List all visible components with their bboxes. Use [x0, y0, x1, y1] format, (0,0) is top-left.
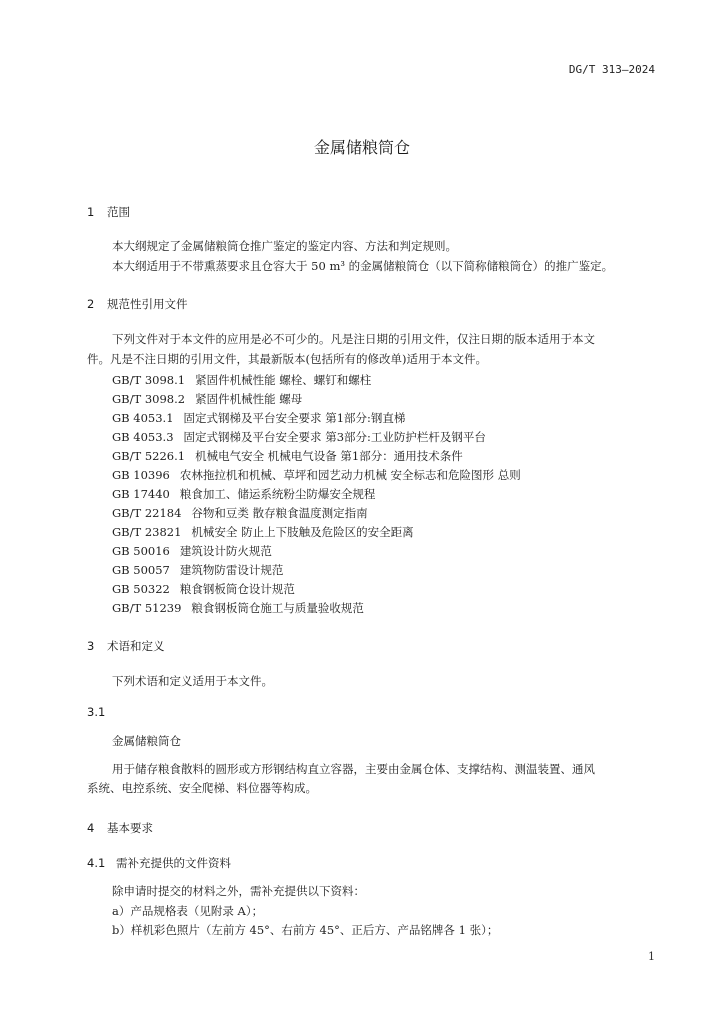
reference-code: GB/T 51239 [112, 601, 182, 615]
reference-name: 农林拖拉机和机械、草坪和园艺动力机械 安全标志和危险图形 总则 [179, 468, 521, 482]
reference-item [112, 581, 295, 597]
reference-item [112, 562, 283, 578]
reference-item [112, 429, 486, 445]
paragraph: 除申请时提交的材料之外，需补充提供以下资料： [112, 884, 365, 898]
page-number: 1 [648, 950, 655, 963]
reference-item [112, 467, 521, 483]
reference-item [112, 391, 302, 407]
reference-code: GB/T 5226.1 [112, 449, 186, 463]
section-number: 1 [87, 205, 95, 219]
reference-item [112, 372, 371, 388]
section-2-heading [87, 296, 188, 312]
section-number: 4 [87, 821, 95, 835]
reference-item [112, 486, 375, 502]
reference-name: 机械安全 防止上下肢触及危险区的安全距离 [191, 525, 414, 539]
document-title: 金属储粮筒仓 [313, 138, 410, 157]
reference-item [112, 410, 405, 426]
section-4-heading [87, 820, 153, 836]
reference-name: 紧固件机械性能 螺栓、螺钉和螺柱 [195, 373, 372, 387]
reference-item [112, 600, 364, 616]
term-number: 3.1 [87, 705, 106, 719]
reference-code: GB 4053.3 [112, 430, 174, 444]
section-title: 术语和定义 [107, 639, 165, 653]
reference-code: GB 10396 [112, 468, 170, 482]
reference-code: GB/T 3098.2 [112, 392, 186, 406]
reference-code: GB/T 22184 [112, 506, 182, 520]
paragraph: 本大纲规定了金属储粮筒仓推广鉴定的鉴定内容、方法和判定规则。 [112, 239, 457, 253]
reference-code: GB 17440 [112, 487, 170, 501]
reference-name: 粮食钢板筒仓施工与质量验收规范 [191, 601, 364, 615]
reference-code: GB/T 23821 [112, 525, 182, 539]
reference-name: 建筑物防雷设计规范 [179, 563, 284, 577]
standard-code: DG/T 313—2024 [568, 63, 655, 76]
section-number: 3 [87, 639, 95, 653]
term-name: 金属储粮筒仓 [112, 734, 181, 748]
subsection-number: 4.1 [87, 856, 106, 870]
section-title: 范围 [107, 205, 130, 219]
reference-item [112, 448, 463, 464]
reference-name: 谷物和豆类 散存粮食温度测定指南 [191, 506, 368, 520]
reference-name: 建筑设计防火规范 [179, 544, 272, 558]
reference-name: 机械电气安全 机械电气设备 第1部分：通用技术条件 [195, 449, 463, 463]
reference-name: 固定式钢梯及平台安全要求 第3部分:工业防护栏杆及钢平台 [183, 430, 486, 444]
subsection-4-1-heading [87, 855, 231, 871]
reference-code: GB 50016 [112, 544, 170, 558]
section-title: 基本要求 [107, 821, 153, 835]
paragraph: 下列文件对于本文件的应用是必不可少的。凡是注日期的引用文件，仅注日期的版本适用于本文 [112, 332, 595, 346]
reference-item [112, 543, 272, 559]
reference-code: GB 50057 [112, 563, 170, 577]
reference-item [112, 524, 414, 540]
reference-code: GB 4053.1 [112, 411, 174, 425]
section-1-heading [87, 204, 130, 220]
paragraph: 本大纲适用于不带熏蒸要求且仓容大于 50 m³ 的金属储粮筒仓（以下简称储粮筒仓）的推广鉴定。 [112, 259, 614, 273]
reference-code: GB/T 3098.1 [112, 373, 186, 387]
section-title: 规范性引用文件 [107, 297, 188, 311]
paragraph: 下列术语和定义适用于本文件。 [112, 674, 273, 688]
paragraph: 件。凡是不注日期的引用文件，其最新版本(包括所有的修改单)适用于本文件。 [87, 352, 487, 366]
reference-item [112, 505, 368, 521]
reference-code: GB 50322 [112, 582, 170, 596]
list-item: a）产品规格表（见附录 A）； [112, 904, 264, 918]
subsection-title: 需补充提供的文件资料 [116, 856, 231, 870]
section-3-heading [87, 638, 165, 654]
list-item: b）样机彩色照片（左前方 45°、右前方 45°、正后方、产品铭牌各 1 张）； [112, 923, 499, 937]
reference-name: 粮食加工、储运系统粉尘防爆安全规程 [179, 487, 376, 501]
paragraph: 系统、电控系统、安全爬梯、料位器等构成。 [87, 781, 317, 795]
paragraph: 用于储存粮食散料的圆形或方形钢结构直立容器，主要由金属仓体、支撑结构、测温装置、通风 [112, 762, 595, 776]
reference-name: 固定式钢梯及平台安全要求 第1部分:钢直梯 [183, 411, 406, 425]
reference-name: 紧固件机械性能 螺母 [195, 392, 303, 406]
reference-name: 粮食钢板筒仓设计规范 [179, 582, 295, 596]
section-number: 2 [87, 297, 95, 311]
